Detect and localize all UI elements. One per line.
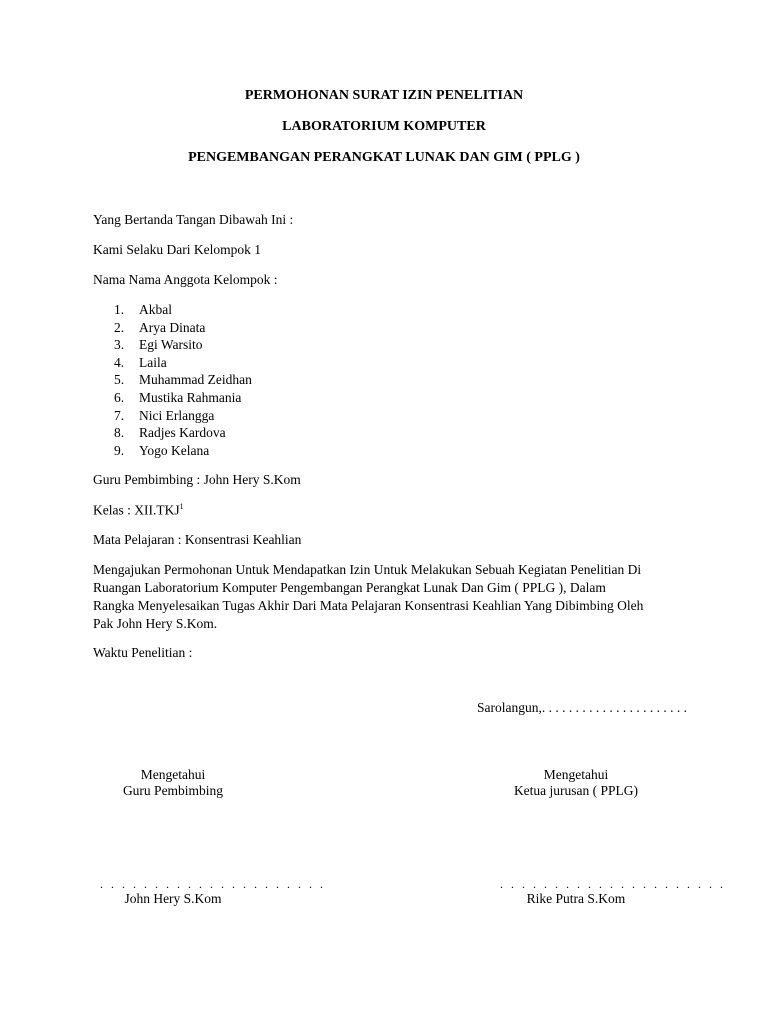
member-name: Radjes Kardova xyxy=(139,425,226,441)
group-statement: Kami Selaku Dari Kelompok 1 xyxy=(93,242,261,257)
list-item xyxy=(114,319,252,337)
list-item xyxy=(114,301,252,319)
document-subtitle-department: PENGEMBANGAN PERANGKAT LUNAK DAN GIM ( PPLG ) xyxy=(188,150,580,165)
list-item xyxy=(114,407,252,425)
member-name: Nici Erlangga xyxy=(139,407,215,423)
member-name: Arya Dinata xyxy=(139,319,206,335)
paragraph-line: Mengajukan Permohonan Untuk Mendapatkan Izin Untuk Melakukan Sebuah Kegiatan Penelitian Di xyxy=(93,562,642,577)
signature-left-line2: Guru Pembimbing xyxy=(122,783,224,798)
list-item xyxy=(114,354,252,372)
list-number: 1. xyxy=(114,302,125,317)
paragraph-line: Rangka Menyelesaikan Tugas Akhir Dari Mata Pelajaran Konsentrasi Keahlian Yang Dibimbing Oleh xyxy=(93,598,644,613)
document-subtitle-lab: LABORATORIUM KOMPUTER xyxy=(282,119,486,134)
signature-right-dots: . . . . . . . . . . . . . . . . . . . . . xyxy=(500,877,726,891)
list-item xyxy=(114,389,252,407)
class-text: Kelas : XII.TKJ xyxy=(93,502,180,518)
list-number: 3. xyxy=(114,337,125,353)
list-number: 4. xyxy=(114,354,125,370)
place-date: Sarolangun,. . . . . . . . . . . . . . . . . . . . . . xyxy=(477,700,687,715)
list-number: 5. xyxy=(114,372,125,388)
member-name: Yogo Kelana xyxy=(139,442,210,458)
list-item xyxy=(114,424,252,442)
list-item xyxy=(114,336,252,354)
member-name: Muhammad Zeidhan xyxy=(139,372,252,388)
signature-left-name: John Hery S.Kom xyxy=(124,891,222,906)
signature-right xyxy=(476,767,676,799)
paragraph-line: Pak John Hery S.Kom. xyxy=(93,616,218,631)
signature-right-name: Rike Putra S.Kom xyxy=(526,891,626,906)
list-item xyxy=(114,371,252,389)
member-name: Egi Warsito xyxy=(139,337,203,353)
list-item xyxy=(114,442,252,460)
request-paragraph xyxy=(93,561,693,633)
member-name: Akbal xyxy=(139,302,172,317)
paragraph-line: Ruangan Laboratorium Komputer Pengembangan Perangkat Lunak Dan Gim ( PPLG ), Dalam xyxy=(93,580,606,595)
member-name: Laila xyxy=(139,354,167,370)
signature-right-line2: Ketua jurusan ( PPLG) xyxy=(513,783,639,798)
signature-left-line1: Mengetahui xyxy=(140,767,206,782)
members-label: Nama Nama Anggota Kelompok : xyxy=(93,272,278,287)
signature-left xyxy=(73,767,273,799)
members-list xyxy=(114,301,252,459)
list-number: 9. xyxy=(114,442,125,458)
class-line xyxy=(93,502,184,519)
footnote-marker: 1 xyxy=(179,502,184,511)
member-name: Mustika Rahmania xyxy=(139,389,242,405)
signature-left-dots: . . . . . . . . . . . . . . . . . . . . . xyxy=(100,877,326,891)
document-title: PERMOHONAN SURAT IZIN PENELITIAN xyxy=(244,88,524,103)
teacher-line: Guru Pembimbing : John Hery S.Kom xyxy=(93,472,301,487)
signature-right-line1: Mengetahui xyxy=(543,767,609,782)
list-number: 8. xyxy=(114,425,125,441)
signer-intro: Yang Bertanda Tangan Dibawah Ini : xyxy=(93,212,294,227)
list-number: 7. xyxy=(114,407,125,423)
list-number: 2. xyxy=(114,319,125,335)
list-number: 6. xyxy=(114,389,125,405)
subject-line: Mata Pelajaran : Konsentrasi Keahlian xyxy=(93,532,302,547)
research-time-label: Waktu Penelitian : xyxy=(93,645,193,660)
